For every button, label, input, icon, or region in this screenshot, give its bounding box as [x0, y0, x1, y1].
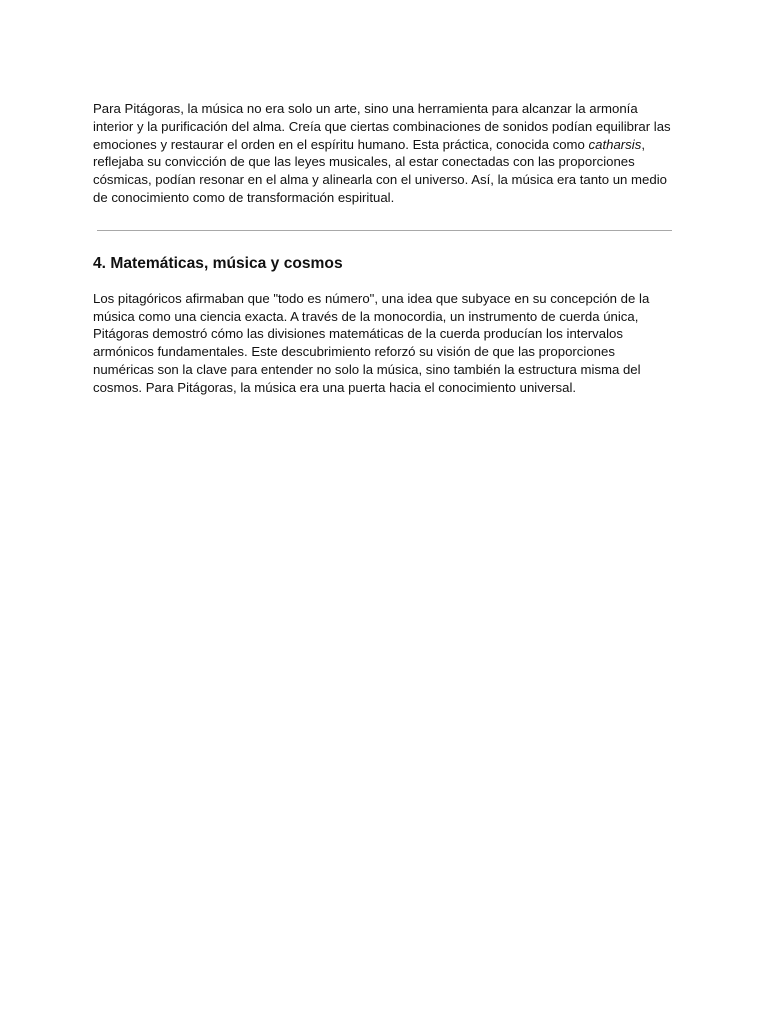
document-page — [93, 100, 678, 397]
section-heading: 4. Matemáticas, música y cosmos — [93, 254, 343, 272]
paragraph-catharsis-text-2: , reflejaba su convicción de que las leyes musicales, al estar conectadas con las proporciones cósmicas, podían resonar en el alma y alinearla con el universo. Así, la música era tanto un medio de conocimiento como de transformación espiritual. — [93, 136, 667, 205]
catharsis-term: catharsis — [588, 136, 642, 152]
paragraph-catharsis — [93, 100, 678, 207]
paragraph-mathematics: Los pitagóricos afirmaban que "todo es número", una idea que subyace en su concepción de la música como una ciencia exacta. A través de la monocordia, un instrumento de cuerda única, Pitágoras demostró cómo las divisiones matemáticas de la cuerda producían los intervalos armónicos fundamentales. Este descubrimiento reforzó su visión de que las proporciones numéricas son la clave para entender no solo la música, sino también la estructura misma del cosmos. Para Pitágoras, la música era una puerta hacia el conocimiento universal. — [93, 290, 650, 395]
horizontal-divider — [97, 230, 672, 231]
paragraph-catharsis-text-1: Para Pitágoras, la música no era solo un arte, sino una herramienta para alcanzar la armonía interior y la purificación del alma. Creía que ciertas combinaciones de sonidos podían equilibrar las emociones y restaurar el orden en el espíritu humano. Esta práctica, conocida como — [93, 101, 671, 152]
